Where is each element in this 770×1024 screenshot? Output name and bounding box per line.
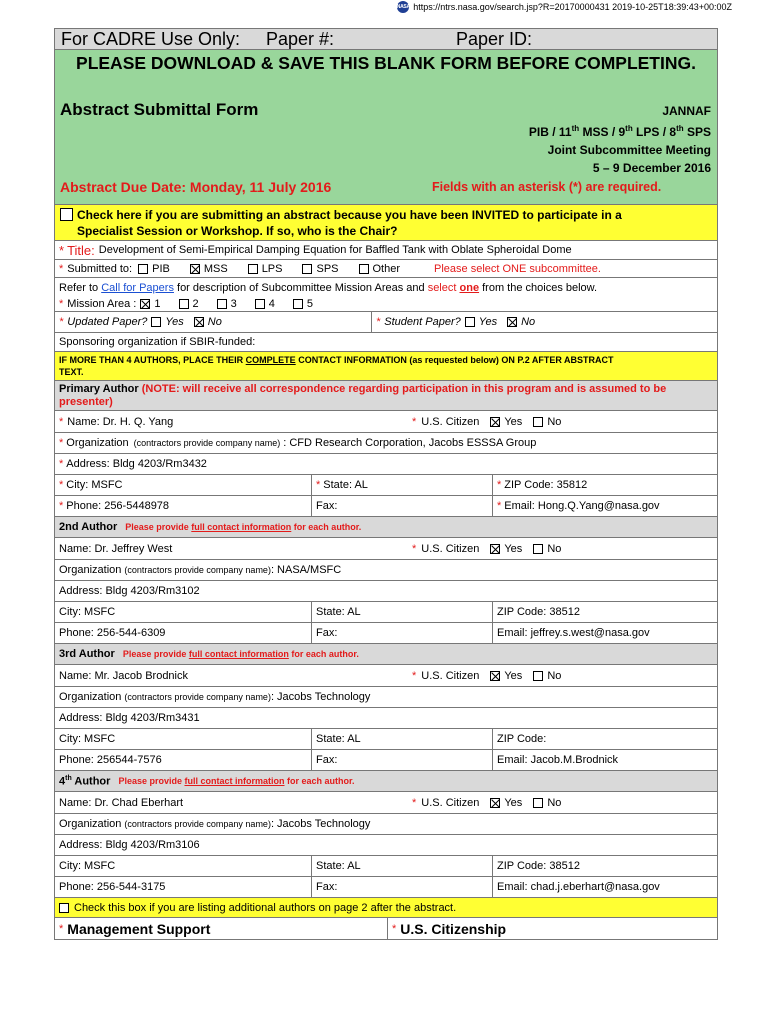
mission-option-1[interactable]: 1 (140, 296, 160, 312)
org-name: JANNAF (662, 104, 711, 118)
primary-citizen-yes[interactable]: Yes (490, 416, 522, 428)
checkbox-author3-citizen-yes[interactable] (490, 671, 500, 681)
meeting-info (529, 102, 711, 177)
submitted-option-other[interactable]: Other (359, 263, 401, 275)
primary-citizen-field: * U.S. Citizen Yes No (412, 415, 562, 428)
required-asterisk: * (59, 262, 64, 275)
author3-citizen-field: * U.S. Citizen Yes No (412, 669, 562, 682)
checkbox-other[interactable] (359, 264, 369, 274)
author3-email-field[interactable]: Email: Jacob.M.Brodnick (492, 750, 618, 770)
checkbox-mission-1[interactable] (140, 299, 150, 309)
submitted-label: Submitted to: (67, 262, 133, 275)
author2-city-field[interactable]: City: MSFC (59, 606, 116, 618)
submitted-option-pib[interactable]: PIB (138, 263, 170, 275)
due-date: Abstract Due Date: Monday, 11 July 2016 (60, 179, 332, 195)
paper-number-label: Paper #: (266, 28, 335, 49)
author3-note: Please provide full contact information for each author. (122, 649, 359, 659)
checkbox-mission-2[interactable] (179, 299, 189, 309)
invited-text-2: Specialist Session or Workshop. If so, who is the Chair? (77, 224, 398, 238)
management-support-label: Management Support (67, 920, 211, 937)
mission-option-4[interactable]: 4 (255, 296, 275, 312)
mission-option-2[interactable]: 2 (179, 296, 199, 312)
author4-org-field[interactable]: Organization (contractors provide company name) : Jacobs Technology (59, 818, 371, 830)
cadre-use-bar (54, 28, 718, 50)
student-paper-field (371, 312, 535, 332)
author2-address-row (54, 581, 718, 602)
author4-phone-row (54, 877, 718, 898)
checkbox-mission-4[interactable] (255, 299, 265, 309)
required-asterisk: * (59, 316, 64, 328)
submitted-field (55, 260, 601, 277)
author2-name-row (54, 538, 718, 560)
author2-citizen-no[interactable]: No (533, 543, 561, 555)
author2-citizen-field: * U.S. Citizen Yes No (412, 542, 562, 555)
author4-name-field[interactable]: Name: Dr. Chad Eberhart (59, 796, 184, 809)
student-paper-label: Student Paper? (384, 316, 461, 328)
author3-city-field[interactable]: City: MSFC (59, 733, 116, 745)
author3-org-field[interactable]: Organization (contractors provide company name) : Jacobs Technology (59, 691, 371, 703)
author4-name-row (54, 792, 718, 814)
title-row (54, 241, 718, 260)
author4-address-row (54, 835, 718, 856)
author2-state-field[interactable]: State: AL (311, 602, 492, 622)
checkbox-primary-citizen-no[interactable] (533, 417, 543, 427)
updated-paper-field (55, 312, 371, 332)
author4-fax-field[interactable]: Fax: (311, 877, 492, 897)
primary-name-field[interactable]: * Name: Dr. H. Q. Yang (59, 415, 174, 428)
checkbox-sps[interactable] (302, 264, 312, 274)
author4-address-field[interactable]: Address: Bldg 4203/Rm3106 (59, 839, 200, 851)
author3-phone-field[interactable]: Phone: 256544-7576 (59, 754, 162, 766)
mission-block (55, 278, 601, 314)
author2-note: Please provide full contact information for each author. (125, 522, 362, 532)
paper-type-row (54, 312, 718, 333)
nasa-logo-icon: NASA (397, 1, 409, 13)
meeting-name: Joint Subcommittee Meeting (547, 143, 711, 157)
primary-phone-field[interactable]: * Phone: 256-5448978 (59, 500, 170, 512)
primary-state-field[interactable]: * State: AL (311, 475, 492, 495)
authors-note: IF MORE THAN 4 AUTHORS, PLACE THEIR COMPLETE CONTACT INFORMATION (as requested below) ON P.2 AFTER ABSTRACT TEXT. (59, 355, 614, 377)
author3-heading (54, 644, 718, 665)
checkbox-student-yes[interactable] (465, 317, 475, 327)
mission-area-field (59, 296, 597, 312)
primary-author-heading: Primary Author (NOTE: will receive all correspondence regarding participation in this program and is assumed to be presenter) (54, 381, 718, 411)
cadre-use-label: For CADRE Use Only: (61, 28, 241, 49)
author4-city-row (54, 856, 718, 877)
author2-heading (54, 517, 718, 538)
paper-id-label: Paper ID: (456, 28, 533, 49)
author4-state-field[interactable]: State: AL (311, 856, 492, 876)
mission-area-label: Mission Area : (67, 298, 137, 310)
sponsor-field[interactable]: Sponsoring organization if SBIR-funded: (59, 336, 256, 348)
abstract-submittal-form (54, 28, 718, 940)
author4-org-row (54, 814, 718, 835)
checkbox-student-no[interactable] (507, 317, 517, 327)
author3-state-field[interactable]: State: AL (311, 729, 492, 749)
additional-authors-checkbox[interactable] (59, 903, 69, 913)
author2-email-field[interactable]: Email: jeffrey.s.west@nasa.gov (492, 623, 650, 643)
author2-zip-field[interactable]: ZIP Code: 38512 (492, 602, 580, 622)
checkbox-primary-citizen-yes[interactable] (490, 417, 500, 427)
author3-name-field[interactable]: Name: Mr. Jacob Brodnick (59, 669, 188, 682)
author3-zip-field[interactable]: ZIP Code: (492, 729, 546, 749)
required-asterisk: * (59, 298, 64, 310)
meeting-dates: 5 – 9 December 2016 (592, 161, 711, 175)
call-for-papers-link[interactable]: Call for Papers (101, 282, 174, 294)
form-header (54, 50, 718, 205)
additional-authors-label: Check this box if you are listing additional authors on page 2 after the abstract. (74, 901, 457, 914)
title-field[interactable] (55, 241, 572, 259)
author3-phone-row (54, 750, 718, 771)
form-title: Abstract Submittal Form (60, 100, 259, 119)
author2-address-field[interactable]: Address: Bldg 4203/Rm3102 (59, 585, 200, 597)
required-note: Fields with an asterisk (*) are required. (432, 180, 662, 194)
source-url-text: https://ntrs.nasa.gov/search.jsp?R=20170000431 2019-10-25T18:39:43+00:00Z (413, 2, 732, 12)
additional-authors-row (54, 898, 718, 918)
author4-citizen-yes[interactable]: Yes (490, 797, 522, 809)
checkbox-author2-citizen-yes[interactable] (490, 544, 500, 554)
required-asterisk: * (59, 242, 65, 258)
title-label: Title: (67, 242, 95, 258)
primary-author-note: (NOTE: will receive all correspondence regarding participation in this program and is assumed to be (141, 383, 667, 395)
updated-paper-label: Updated Paper? (67, 316, 148, 328)
author4-note: Please provide full contact information for each author. (118, 776, 355, 786)
updated-yes-option[interactable]: Yes (151, 316, 183, 328)
primary-org-row (54, 433, 718, 454)
submitted-note: Please select ONE subcommittee. (434, 262, 601, 275)
checkbox-updated-no[interactable] (194, 317, 204, 327)
title-value: Development of Semi-Empirical Damping Equation for Baffled Tank with Oblate Spheroidal Dome (98, 244, 572, 256)
primary-city-field[interactable]: * City: MSFC (59, 479, 123, 491)
author4-citizen-no[interactable]: No (533, 797, 561, 809)
checkbox-mission-5[interactable] (293, 299, 303, 309)
submitted-option-lps[interactable]: LPS (248, 263, 283, 275)
author2-title: 2nd Author (59, 521, 118, 533)
meeting-subcommittees: PIB / 11th MSS / 9th LPS / 8th SPS (528, 124, 711, 139)
refer-text: Refer to Call for Papers for description of Subcommittee Mission Areas and select one from the choices below. (59, 282, 598, 294)
primary-citizen-no[interactable]: No (533, 416, 561, 428)
author3-address-field[interactable]: Address: Bldg 4203/Rm3431 (59, 712, 200, 724)
checkbox-author4-citizen-no[interactable] (533, 798, 543, 808)
sponsor-row (54, 333, 718, 352)
author3-name-row (54, 665, 718, 687)
author3-city-row (54, 729, 718, 750)
author3-fax-field[interactable]: Fax: (311, 750, 492, 770)
author4-email-field[interactable]: Email: chad.j.eberhart@nasa.gov (492, 877, 660, 897)
invited-text-1: Check here if you are submitting an abstract because you have been INVITED to participate in a (77, 208, 622, 222)
mission-row (54, 278, 718, 312)
student-yes-option[interactable]: Yes (465, 316, 497, 328)
management-support-field[interactable]: * Management Support (59, 920, 211, 937)
download-warning: PLEASE DOWNLOAD & SAVE THIS BLANK FORM BEFORE COMPLETING. (76, 53, 696, 73)
checkbox-pib[interactable] (138, 264, 148, 274)
author3-citizen-yes[interactable]: Yes (490, 670, 522, 682)
author2-phone-field[interactable]: Phone: 256-544-6309 (59, 627, 166, 639)
primary-phone-row (54, 496, 718, 517)
student-no-option[interactable]: No (507, 316, 535, 328)
primary-org-field[interactable]: * Organization (contractors provide company name) : CFD Research Corporation, Jacobs ESSSA Group (59, 437, 537, 449)
author2-citizen-yes[interactable]: Yes (490, 543, 522, 555)
author4-city-field[interactable]: City: MSFC (59, 860, 116, 872)
author3-address-row (54, 708, 718, 729)
updated-no-option[interactable]: No (194, 316, 222, 328)
author2-org-field[interactable]: Organization (contractors provide company name) : NASA/MSFC (59, 564, 342, 576)
submitted-option-sps[interactable]: SPS (302, 263, 338, 275)
required-asterisk: * (376, 316, 381, 328)
author4-title: 4th Author (59, 774, 111, 788)
invited-checkbox[interactable] (60, 208, 73, 221)
author2-phone-row (54, 623, 718, 644)
mission-option-3[interactable]: 3 (217, 296, 237, 312)
checkbox-author4-citizen-yes[interactable] (490, 798, 500, 808)
primary-city-row (54, 475, 718, 496)
author4-zip-field[interactable]: ZIP Code: 38512 (492, 856, 580, 876)
support-row (54, 918, 718, 940)
submitted-option-mss[interactable]: MSS (190, 263, 228, 275)
citizenship-field[interactable]: * U.S. Citizenship (387, 918, 506, 939)
checkbox-updated-yes[interactable] (151, 317, 161, 327)
checkbox-author2-citizen-no[interactable] (533, 544, 543, 554)
checkbox-lps[interactable] (248, 264, 258, 274)
checkbox-mission-3[interactable] (217, 299, 227, 309)
primary-email-field[interactable]: * Email: Hong.Q.Yang@nasa.gov (492, 496, 660, 516)
primary-address-field[interactable]: * Address: Bldg 4203/Rm3432 (59, 458, 207, 470)
submitted-row (54, 260, 718, 278)
author4-phone-field[interactable]: Phone: 256-544-3175 (59, 881, 166, 893)
author3-citizen-no[interactable]: No (533, 670, 561, 682)
source-url (397, 0, 732, 14)
author2-org-row (54, 560, 718, 581)
checkbox-author3-citizen-no[interactable] (533, 671, 543, 681)
author3-title: 3rd Author (59, 648, 115, 660)
checkbox-mss[interactable] (190, 264, 200, 274)
author4-heading (54, 771, 718, 792)
primary-zip-field[interactable]: * ZIP Code: 35812 (492, 475, 587, 495)
primary-name-row (54, 411, 718, 433)
invited-row (54, 205, 718, 241)
primary-address-row (54, 454, 718, 475)
author2-city-row (54, 602, 718, 623)
author2-fax-field[interactable]: Fax: (311, 623, 492, 643)
author4-citizen-field: * U.S. Citizen Yes No (412, 796, 562, 809)
primary-author-title: Primary Author (59, 383, 139, 395)
authors-note-row (54, 352, 718, 381)
primary-fax-field[interactable]: Fax: (311, 496, 492, 516)
author3-org-row (54, 687, 718, 708)
mission-option-5[interactable]: 5 (293, 296, 313, 312)
author2-name-field[interactable]: Name: Dr. Jeffrey West (59, 542, 173, 555)
citizenship-label: U.S. Citizenship (400, 920, 507, 937)
